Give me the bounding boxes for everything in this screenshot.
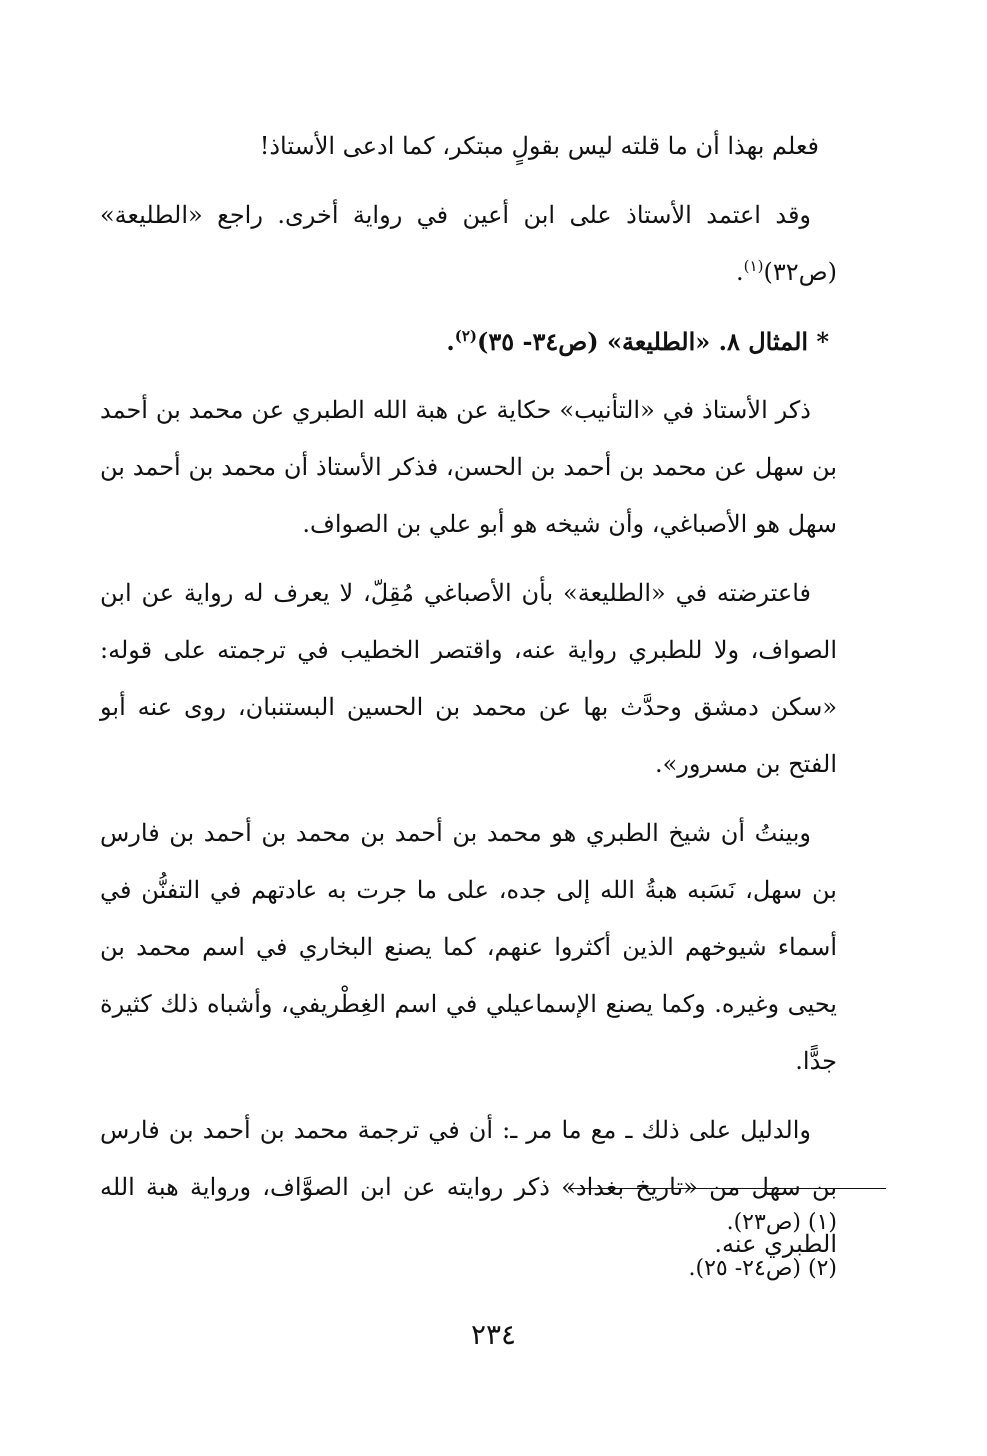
paragraph-text: فاعترضته في «الطليعة» بأن الأصباغي مُقِلّ، لا يعرف له رواية عن ابن الصواف، ولا للطبري رواية عنه، واقتصر الخطيب في ترجمته على قوله: «سكن دمشق وحدَّث بها عن محمد بن الحسين البستنبان، روى عنه أبو الفتح بن مسرور». [100,579,838,778]
paragraph-text: والدليل على ذلك ـ مع ما مر ـ: أن في ترجمة محمد بن أحمد بن فارس بن سهل من «تاريخ بغداد» ذكر روايته عن ابن الصوَّاف، ورواية هبة الله الطبري عنه. [100,1116,837,1258]
heading-tail: . [446,327,455,356]
paragraph-5 [100,805,837,1090]
footnote-ref-1[interactable]: (١) [743,257,764,275]
paragraph-1 [100,118,837,175]
paragraph-2 [100,187,837,301]
paragraph-text: وبينتُ أن شيخ الطبري هو محمد بن أحمد بن محمد بن أحمد بن فارس بن سهل، نَسَبه هبةُ الله إلى جده، على ما جرت به عادتهم في التفنُّن في أسماء شيوخهم الذين أكثروا عنهم، كما يصنع البخاري في اسم محمد بن يحيى وغيره. وكما يصنع الإسماعيلي في اسم الغِطْريفي، وأشباه ذلك كثيرة جدًّا. [100,819,837,1075]
footnote-ref-2[interactable]: (٢) [454,327,477,345]
page-number: ٢٣٤ [470,1318,517,1351]
footnote-divider [568,1188,886,1189]
example-heading [100,313,837,370]
paragraph-tail: . [736,258,744,286]
body-text [100,118,837,1285]
paragraph-text: ذكر الأستاذ في «التأنيب» حكاية عن هبة الله الطبري عن محمد بن أحمد بن سهل عن محمد بن أحمد بن الحسن، فذكر الأستاذ أن محمد بن أحمد بن سهل هو الأصباغي، وأن شيخه هو أبو علي بن الصواف. [100,396,837,538]
paragraph-3 [100,382,837,553]
footnotes [400,1200,837,1292]
footnote-2: (٢) (ص٢٤- ٢٥). [688,1256,837,1281]
footnote-1: (١) (ص٢٣). [726,1210,837,1235]
paragraph-text: وقد اعتمد الأستاذ على ابن أعين في رواية أخرى. راجع «الطليعة» (ص٣٢) [100,201,837,286]
paragraph-4 [100,565,837,793]
heading-text: * المثال ٨. «الطليعة» (ص٣٤- ٣٥) [477,327,829,356]
paragraph-text: فعلم بهذا أن ما قلته ليس بقولٍ مبتكر، كما ادعى الأستاذ! [259,132,819,160]
